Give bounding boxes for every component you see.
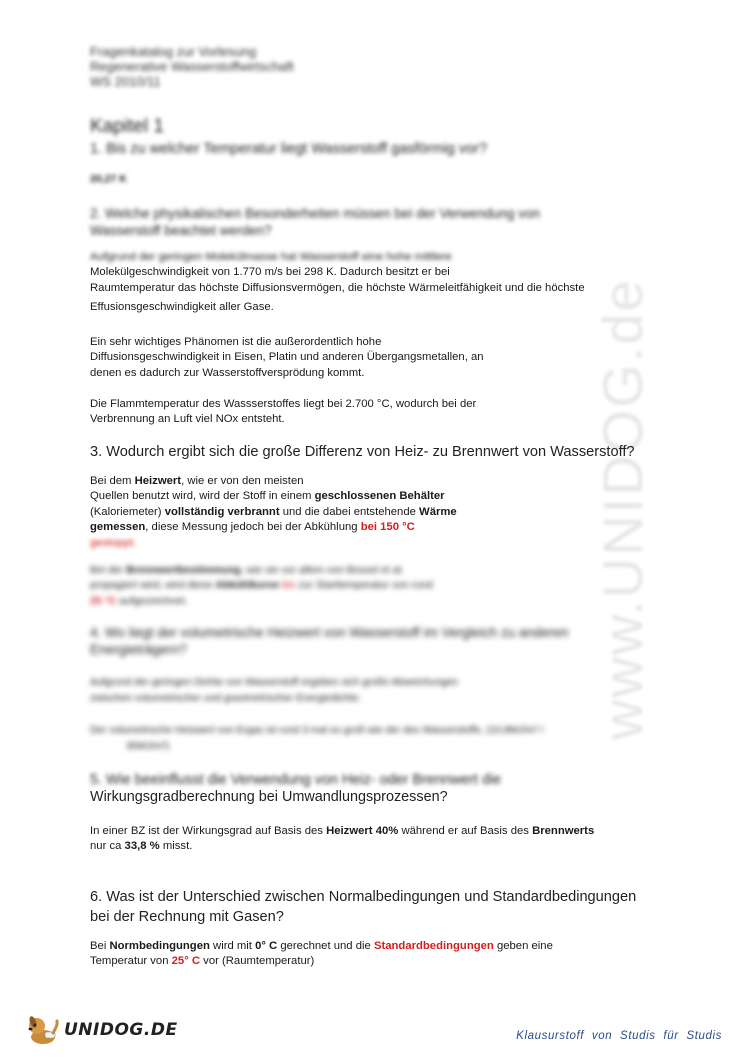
text-line: Aufgrund der geringen Molekülmasse hat Wasserstoff eine hohe mittlere [90, 251, 452, 263]
answer-2-paragraph-2 [90, 335, 484, 381]
question-3: 3. Wodurch ergibt sich die große Differenz von Heiz- zu Brennwert von Wasserstoff? [90, 444, 635, 460]
text-line: Diffusionsgeschwindigkeit in Eisen, Platin und anderen Übergangsmetallen, an [90, 351, 484, 364]
dog-icon [26, 1013, 60, 1047]
question-2 [90, 205, 540, 239]
answer-3-paragraph-1 [90, 474, 457, 551]
question-line: 5. Wie beeinflusst die Verwendung von Heiz- oder Brennwert die [90, 772, 502, 788]
question-4 [90, 624, 568, 658]
text-line: (Kaloriemeter) vollständig verbrannt und die dabei entstehende Wärme [90, 505, 457, 518]
question-5 [90, 772, 501, 806]
question-line: Wirkungsgradberechnung bei Umwandlungsprozessen? [90, 789, 448, 805]
header-line: Fragenkatalog zur Vorlesung [90, 44, 257, 59]
text-line: 35MJ/m³) [126, 741, 170, 752]
answer-5 [90, 824, 594, 855]
text-line: Bei Normbedingungen wird mit 0° C gerechnet und die Standardbedingungen geben eine [90, 940, 553, 952]
watermark: www.UNIDOG.de [591, 278, 654, 740]
text-line: Effusionsgeschwindigkeit aller Gase. [90, 301, 274, 314]
question-line: Energieträgern? [90, 642, 187, 657]
footer-claim: Klausurstoff von Studis für Studis [516, 1030, 722, 1042]
text-line: Bei der Brennwertbestimmung, wie sie vor allem von Bossel et al. [90, 564, 404, 576]
text-line: 25 °C aufgezeichnet. [90, 594, 188, 607]
answer-6 [90, 939, 553, 970]
text-line: Temperatur von 25° C vor (Raumtemperatur) [90, 955, 315, 968]
question-1: 1. Bis zu welcher Temperatur liegt Wasserstoff gasförmig vor? [90, 141, 488, 157]
logo-text: UNIDOG.DE [64, 1020, 178, 1040]
question-line: 2. Welche physikalischen Besonderheiten müssen bei der Verwendung von [90, 206, 541, 221]
answer-3-paragraph-2 [90, 563, 433, 609]
text-line: zwischen volumetrischer und gravimetrischer Energiedichte. [90, 693, 362, 704]
unidog-logo[interactable] [26, 1010, 178, 1050]
answer-2-paragraph-1 [90, 250, 585, 316]
text-line: In einer BZ ist der Wirkungsgrad auf Basis des Heizwert 40% während er auf Basis des Brennwerts [90, 825, 595, 837]
chapter-heading: Kapitel 1 [90, 116, 164, 137]
text-line: gemessen, diese Messung jedoch bei der Abkühlung bei 150 °C [90, 521, 415, 534]
header-line: Regenerative Wasserstoffwirtschaft [90, 59, 294, 74]
text-line: propagiert wird, wird diese Abkühlkurve bis zur Starttemperatur von rund [90, 579, 433, 592]
text-line: gestoppt. [90, 536, 137, 549]
answer-2-paragraph-3 [90, 397, 476, 428]
text-line: nur ca 33,8 % misst. [90, 840, 193, 853]
answer-1: 20,27 K [90, 173, 127, 185]
document-header [90, 44, 294, 89]
text-line: Aufgrund der geringen Dichte von Wasserstoff ergeben sich große Abweichungen [90, 677, 459, 688]
question-line: 6. Was ist der Unterschied zwischen Normalbedingungen und Standardbedingungen [90, 889, 637, 905]
text-line: Molekülgeschwindigkeit von 1.770 m/s bei 298 K. Dadurch besitzt er bei [90, 266, 450, 279]
text-line: Bei dem Heizwert, wie er von den meisten [90, 475, 304, 487]
question-line: Wasserstoff beachtet werden? [90, 223, 272, 238]
text-line: Verbrennung an Luft viel NOx entsteht. [90, 413, 285, 426]
question-line: 4. Wo liegt der volumetrische Heizwert von Wasserstoff im Vergleich zu anderen [90, 625, 569, 640]
question-line: bei der Rechnung mit Gasen? [90, 909, 284, 925]
question-6 [90, 887, 636, 927]
text-line: denen es dadurch zur Wasserstoffversprödung kommt. [90, 366, 365, 379]
text-line: Ein sehr wichtiges Phänomen ist die außerordentlich hohe [90, 336, 382, 348]
text-line: Der volumetrische Heizwert von Ergas ist rund 3 mal so groß wie der des Wasserstoffs. (10,8MJ/m³ / [90, 725, 544, 736]
text-line: Quellen benutzt wird, wird der Stoff in einem geschlossenen Behälter [90, 490, 445, 503]
text-line: Die Flammtemperatur des Wassserstoffes liegt bei 2.700 °C, wodurch bei der [90, 398, 477, 410]
text-line: Raumtemperatur das höchste Diffusionsvermögen, die höchste Wärmeleitfähigkeit und die höchste [90, 281, 585, 294]
answer-4-paragraph-2 [90, 723, 544, 755]
header-line: WS 2010/11 [90, 74, 161, 89]
answer-4-paragraph-1 [90, 675, 458, 707]
